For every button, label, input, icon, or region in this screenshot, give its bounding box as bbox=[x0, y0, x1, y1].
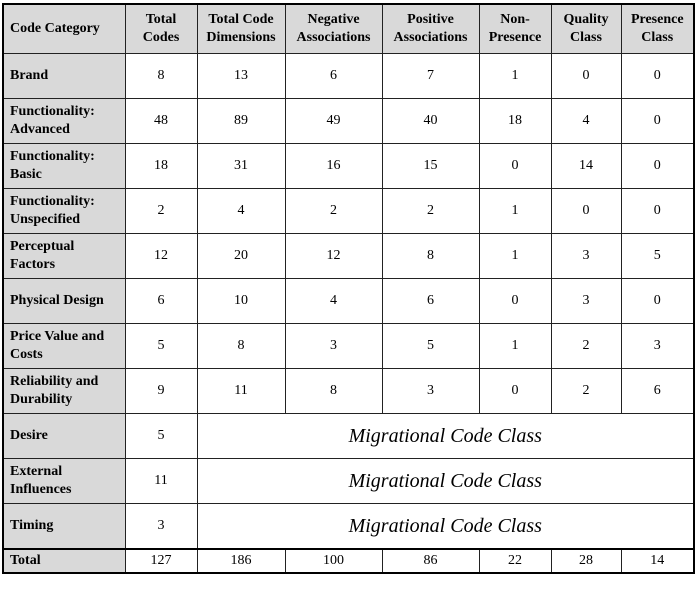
row-category: Functionality: Unspecified bbox=[3, 189, 125, 234]
total-positive-associations: 86 bbox=[382, 549, 479, 573]
cell-non-presence: 0 bbox=[479, 144, 551, 189]
cell-presence-class: 3 bbox=[621, 324, 694, 369]
table-row bbox=[3, 54, 694, 99]
header-presence-class: Presence Class bbox=[621, 4, 694, 54]
cell-positive-associations: 40 bbox=[382, 99, 479, 144]
migrational-code-class-note: Migrational Code Class bbox=[197, 504, 694, 550]
header-negative-associations: Negative Associations bbox=[285, 4, 382, 54]
cell-total-code-dimensions: 13 bbox=[197, 54, 285, 99]
total-quality-class: 28 bbox=[551, 549, 621, 573]
code-category-table bbox=[2, 3, 695, 574]
cell-positive-associations: 8 bbox=[382, 234, 479, 279]
cell-total-codes: 9 bbox=[125, 369, 197, 414]
cell-negative-associations: 4 bbox=[285, 279, 382, 324]
cell-total-codes: 12 bbox=[125, 234, 197, 279]
row-category: Brand bbox=[3, 54, 125, 99]
cell-presence-class: 0 bbox=[621, 54, 694, 99]
cell-quality-class: 0 bbox=[551, 54, 621, 99]
cell-total-codes: 11 bbox=[125, 459, 197, 504]
row-category: Perceptual Factors bbox=[3, 234, 125, 279]
cell-total-code-dimensions: 10 bbox=[197, 279, 285, 324]
migrational-row bbox=[3, 504, 694, 550]
total-label: Total bbox=[3, 549, 125, 573]
header-code-category: Code Category bbox=[3, 4, 125, 54]
header-positive-associations: Positive Associations bbox=[382, 4, 479, 54]
cell-presence-class: 5 bbox=[621, 234, 694, 279]
total-total-codes: 127 bbox=[125, 549, 197, 573]
row-category: Desire bbox=[3, 414, 125, 459]
cell-negative-associations: 8 bbox=[285, 369, 382, 414]
cell-non-presence: 0 bbox=[479, 279, 551, 324]
cell-quality-class: 3 bbox=[551, 234, 621, 279]
row-category: Physical Design bbox=[3, 279, 125, 324]
cell-non-presence: 1 bbox=[479, 189, 551, 234]
cell-negative-associations: 3 bbox=[285, 324, 382, 369]
cell-quality-class: 3 bbox=[551, 279, 621, 324]
header-quality-class: Quality Class bbox=[551, 4, 621, 54]
total-row bbox=[3, 549, 694, 573]
cell-positive-associations: 15 bbox=[382, 144, 479, 189]
cell-total-codes: 5 bbox=[125, 414, 197, 459]
migrational-code-class-note: Migrational Code Class bbox=[197, 459, 694, 504]
header-row bbox=[3, 4, 694, 54]
cell-negative-associations: 12 bbox=[285, 234, 382, 279]
cell-non-presence: 18 bbox=[479, 99, 551, 144]
total-total-code-dimensions: 186 bbox=[197, 549, 285, 573]
cell-total-code-dimensions: 4 bbox=[197, 189, 285, 234]
cell-quality-class: 4 bbox=[551, 99, 621, 144]
total-negative-associations: 100 bbox=[285, 549, 382, 573]
cell-total-code-dimensions: 20 bbox=[197, 234, 285, 279]
migrational-row bbox=[3, 459, 694, 504]
total-non-presence: 22 bbox=[479, 549, 551, 573]
cell-quality-class: 0 bbox=[551, 189, 621, 234]
cell-non-presence: 1 bbox=[479, 234, 551, 279]
cell-positive-associations: 7 bbox=[382, 54, 479, 99]
cell-quality-class: 2 bbox=[551, 369, 621, 414]
row-category: External Influences bbox=[3, 459, 125, 504]
cell-total-code-dimensions: 89 bbox=[197, 99, 285, 144]
table-row bbox=[3, 189, 694, 234]
cell-quality-class: 2 bbox=[551, 324, 621, 369]
cell-total-code-dimensions: 11 bbox=[197, 369, 285, 414]
cell-quality-class: 14 bbox=[551, 144, 621, 189]
cell-non-presence: 1 bbox=[479, 324, 551, 369]
table-row bbox=[3, 369, 694, 414]
cell-total-codes: 5 bbox=[125, 324, 197, 369]
header-non-presence: Non-Presence bbox=[479, 4, 551, 54]
cell-negative-associations: 16 bbox=[285, 144, 382, 189]
row-category: Timing bbox=[3, 504, 125, 550]
header-total-codes: Total Codes bbox=[125, 4, 197, 54]
cell-non-presence: 0 bbox=[479, 369, 551, 414]
cell-presence-class: 0 bbox=[621, 99, 694, 144]
cell-positive-associations: 2 bbox=[382, 189, 479, 234]
cell-total-codes: 3 bbox=[125, 504, 197, 550]
cell-positive-associations: 6 bbox=[382, 279, 479, 324]
cell-positive-associations: 3 bbox=[382, 369, 479, 414]
table-row bbox=[3, 234, 694, 279]
cell-negative-associations: 6 bbox=[285, 54, 382, 99]
row-category: Functionality: Advanced bbox=[3, 99, 125, 144]
total-presence-class: 14 bbox=[621, 549, 694, 573]
table-row bbox=[3, 144, 694, 189]
header-total-code-dimensions: Total Code Dimensions bbox=[197, 4, 285, 54]
cell-total-code-dimensions: 8 bbox=[197, 324, 285, 369]
cell-positive-associations: 5 bbox=[382, 324, 479, 369]
cell-negative-associations: 49 bbox=[285, 99, 382, 144]
row-category: Price Value and Costs bbox=[3, 324, 125, 369]
cell-non-presence: 1 bbox=[479, 54, 551, 99]
cell-presence-class: 0 bbox=[621, 279, 694, 324]
table-row bbox=[3, 324, 694, 369]
cell-total-code-dimensions: 31 bbox=[197, 144, 285, 189]
cell-presence-class: 0 bbox=[621, 189, 694, 234]
cell-negative-associations: 2 bbox=[285, 189, 382, 234]
cell-total-codes: 2 bbox=[125, 189, 197, 234]
migrational-code-class-note: Migrational Code Class bbox=[197, 414, 694, 459]
cell-presence-class: 0 bbox=[621, 144, 694, 189]
cell-presence-class: 6 bbox=[621, 369, 694, 414]
cell-total-codes: 6 bbox=[125, 279, 197, 324]
cell-total-codes: 8 bbox=[125, 54, 197, 99]
row-category: Reliability and Durability bbox=[3, 369, 125, 414]
migrational-row bbox=[3, 414, 694, 459]
row-category: Functionality: Basic bbox=[3, 144, 125, 189]
table-row bbox=[3, 99, 694, 144]
cell-total-codes: 48 bbox=[125, 99, 197, 144]
table-row bbox=[3, 279, 694, 324]
cell-total-codes: 18 bbox=[125, 144, 197, 189]
